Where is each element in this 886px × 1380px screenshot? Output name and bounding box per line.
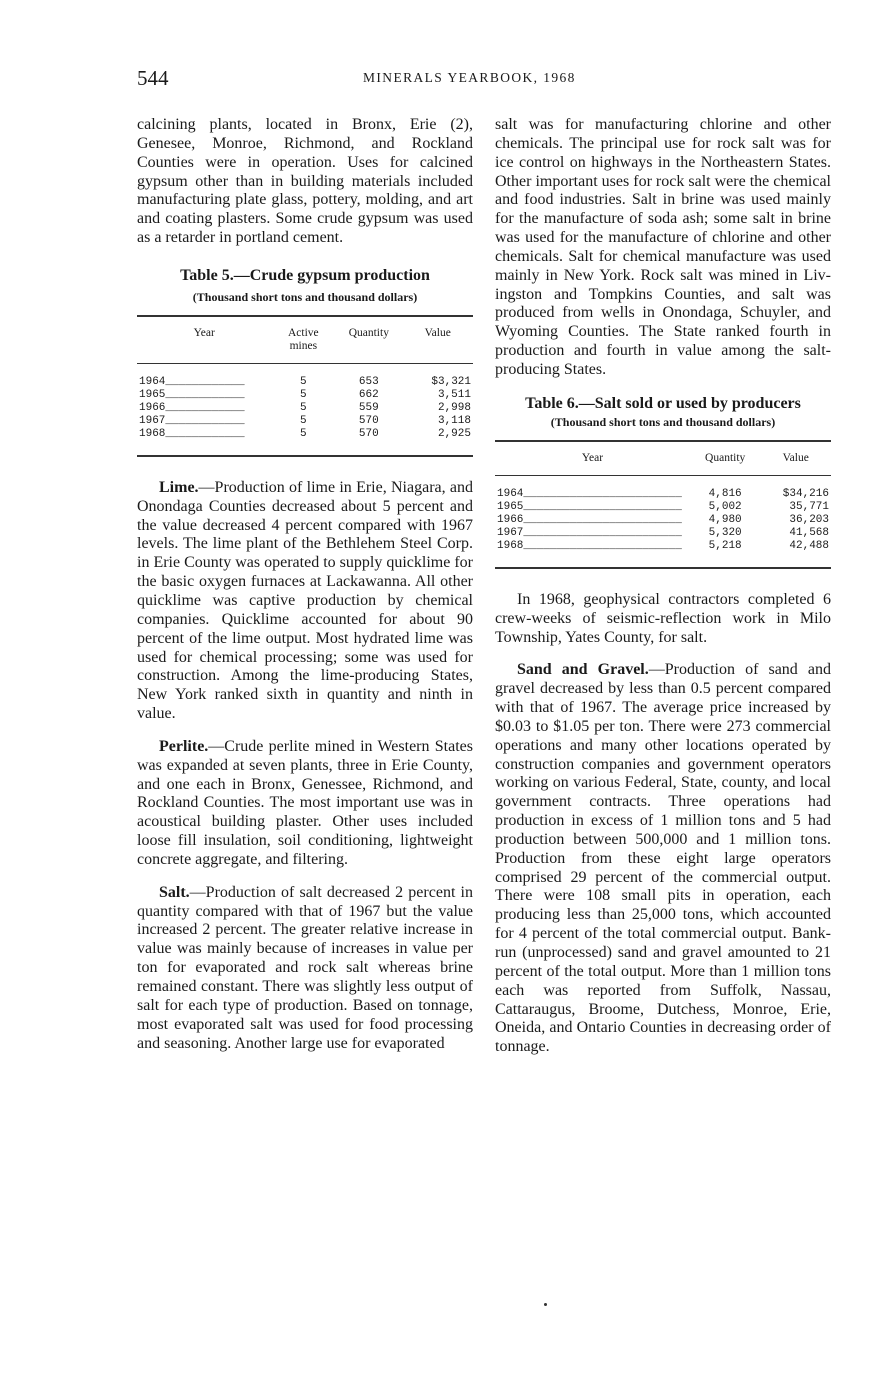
sand-gravel-heading: Sand and Gravel. [517,661,649,679]
page-number: 544 [137,66,169,90]
table5-mines-cell: 5 [300,401,307,414]
table6-year-cell: 1968________________________ [495,540,690,568]
sand-gravel-paragraph [495,661,831,1057]
table6-quantity-cell: 5,002 [708,500,742,513]
table5-value-cell: 2,998 [437,401,471,414]
table-row [137,428,473,456]
gypsum-paragraph: calcining plants, located in Bronx, Erie (2), Genesee, Monroe, Richmond, and Rockland Counties were in operation. Uses for calcined gypsum other than in building materials included manufacturing plate glass, pottery, molding, and art and coating plasters. Some crude gypsum was used as a retarder in portland cement. [137,116,473,247]
table6-header-value: Value [760,441,831,476]
table6-value-cell: $34,216 [782,487,829,500]
table6-quantity-cell: 5,320 [708,526,742,539]
table-row [495,527,831,540]
table-row [137,389,473,402]
table6 [495,440,831,569]
table5-title: Table 5.—Crude gypsum production [180,266,430,284]
table5-value-cell: $3,321 [431,375,471,388]
table5-year-cell: 1965____________ [139,388,245,401]
table-row [137,402,473,415]
table5-year-cell: 1964____________ [139,375,245,388]
table5-value-cell: 3,118 [437,414,471,427]
salt-continued-paragraph: salt was for manufacturing chlorine and other chemicals. The principal use for rock salt was for ice control on highways in the Northeastern States. Other important uses for rock salt were the chemical and food industries. Salt in brine was used mainly for the manufacture of soda ash; some salt in brine was used for the manufacture of chlorine and other chemicals. Salt for chemical manufacture was used mainly in New York. Rock salt was mined in Livingston and Tompkins Counties, and salt was produced from wells in Onondaga, Schuyler, and Wyoming Counties. The State ranked fourth in production and fourth in value among the salt-producing States. [495,116,831,378]
table5-year-cell: 1968____________ [137,428,271,456]
stray-dot [544,1303,547,1306]
table-row [137,415,473,428]
table6-value-cell: 42,488 [760,540,831,568]
running-head: MINERALS YEARBOOK, 1968 [363,70,576,85]
table5-header-quantity: Quantity [335,316,402,364]
table6-quantity-cell: 4,816 [708,487,742,500]
salt-text: —Production of salt decreased 2 percent in quantity compared with that of 1967 but the value increased 2 percent. The greater relative increase in value was mainly because of increases in value per ton for evaporated and rock salt whereas brine remained constant. There was slightly less output of salt for each type of production. Based on tonnage, most evaporated salt was used for food processing and seasoning. Another large use for evaporated [137,883,473,1052]
table5-mines-cell: 5 [300,375,307,388]
table5-header-year: Year [137,316,271,364]
table5-mines-cell: 5 [300,414,307,427]
geophysical-paragraph: In 1968, geophysical contractors completed 6 crew-weeks of seismic-reflection work in Milo Township, Yates County, for salt. [495,590,831,646]
table5-quantity-cell: 653 [358,375,379,388]
table5-quantity-cell: 662 [358,388,379,401]
table6-value-cell: 35,771 [789,500,829,513]
table5-year-cell: 1967____________ [139,414,245,427]
table6-value-cell: 41,568 [789,526,829,539]
table6-year-cell: 1965________________________ [497,500,682,513]
table6-quantity-cell: 4,980 [708,513,742,526]
table5-quantity-cell: 559 [358,401,379,414]
table5-quantity-cell: 570 [335,428,402,456]
table6-value-cell: 36,203 [789,513,829,526]
table-row [495,540,831,568]
table-row [495,501,831,514]
table5-mines-cell: 5 [271,428,335,456]
table6-header-year: Year [495,441,690,476]
table-row [137,363,473,389]
page-header [137,66,827,96]
table5-header-active-mines: Active mines [271,316,335,364]
table5-quantity-cell: 570 [358,414,379,427]
table6-header-quantity: Quantity [690,441,761,476]
table6-year-cell: 1966________________________ [497,513,682,526]
sand-gravel-text: —Production of sand and gravel decreased by less than 0.5 percent compared with that of 1967. The average price increased by $0.03 to $1.05 per ton. There were 273 commercial operations and many other locations operated by construction companies and government operators working on various Federal, State, county, and local government contracts. Three operations had production in excess of 1 million tons and 5 had production between 500,000 and 1 million tons. Production from these eight large operators comprised 29 percent of the commercial output. There were 108 small pits in operation, each producing less than 25,000 tons, which accounted for 4 percent of the total commercial output. Bank-run (unprocessed) sand and gravel amounted to 21 percent of the total output. More than 1 million tons each was reported from Suffolk, Nassau, Cattaraugus, Broome, Dutchess, Monroe, Erie, Oneida, and Ontario Counties in decreasing order of tonnage. [495,661,831,1056]
table5-year-cell: 1966____________ [139,401,245,414]
table6-title: Table 6.—Salt sold or used by producers [525,394,801,412]
table5-subtitle: (Thousand short tons and thousand dollars) [192,289,418,304]
table5-header-value: Value [402,316,473,364]
left-column [137,116,473,1053]
table-row [495,514,831,527]
perlite-text: —Crude perlite mined in Western States was expanded at seven plants, three in Erie County, and one each in Bronx, Genessee, Richmond, and Rockland Counties. The most important use was in acoustical building plaster. Other uses included loose fill insulation, soil conditioning, lightweight concrete aggregate, and filtering. [137,737,473,868]
table5-value-cell: 2,925 [402,428,473,456]
table5 [137,315,473,457]
perlite-paragraph [137,738,473,870]
table5-mines-cell: 5 [300,388,307,401]
lime-heading: Lime. [159,478,199,496]
salt-paragraph [137,884,473,1054]
table6-year-cell: 1964________________________ [497,487,682,500]
lime-paragraph [137,479,473,724]
table5-value-cell: 3,511 [437,388,471,401]
right-column [495,116,831,1057]
table6-year-cell: 1967________________________ [497,526,682,539]
perlite-heading: Perlite. [159,737,209,755]
table-row [495,475,831,501]
salt-heading: Salt. [159,883,190,901]
lime-text: —Production of lime in Erie, Niagara, and Onondaga Counties decreased about 5 percent and the value decreased 4 percent compared with 1967 levels. The lime plant of the Bethlehem Steel Corp. in Erie County was operated to supply quicklime for the basic oxygen furnaces at Lackawanna. All other quicklime was captive production by chemical companies. Quicklime accounted for about 90 percent of the lime output. Most hydrated lime was used for chemical processing; some was used for construction. Among the lime-producing States, New York ranked sixth in quantity and ninth in value. [137,478,473,723]
table6-subtitle: (Thousand short tons and thousand dollars) [550,414,776,429]
table6-quantity-cell: 5,218 [690,540,761,568]
